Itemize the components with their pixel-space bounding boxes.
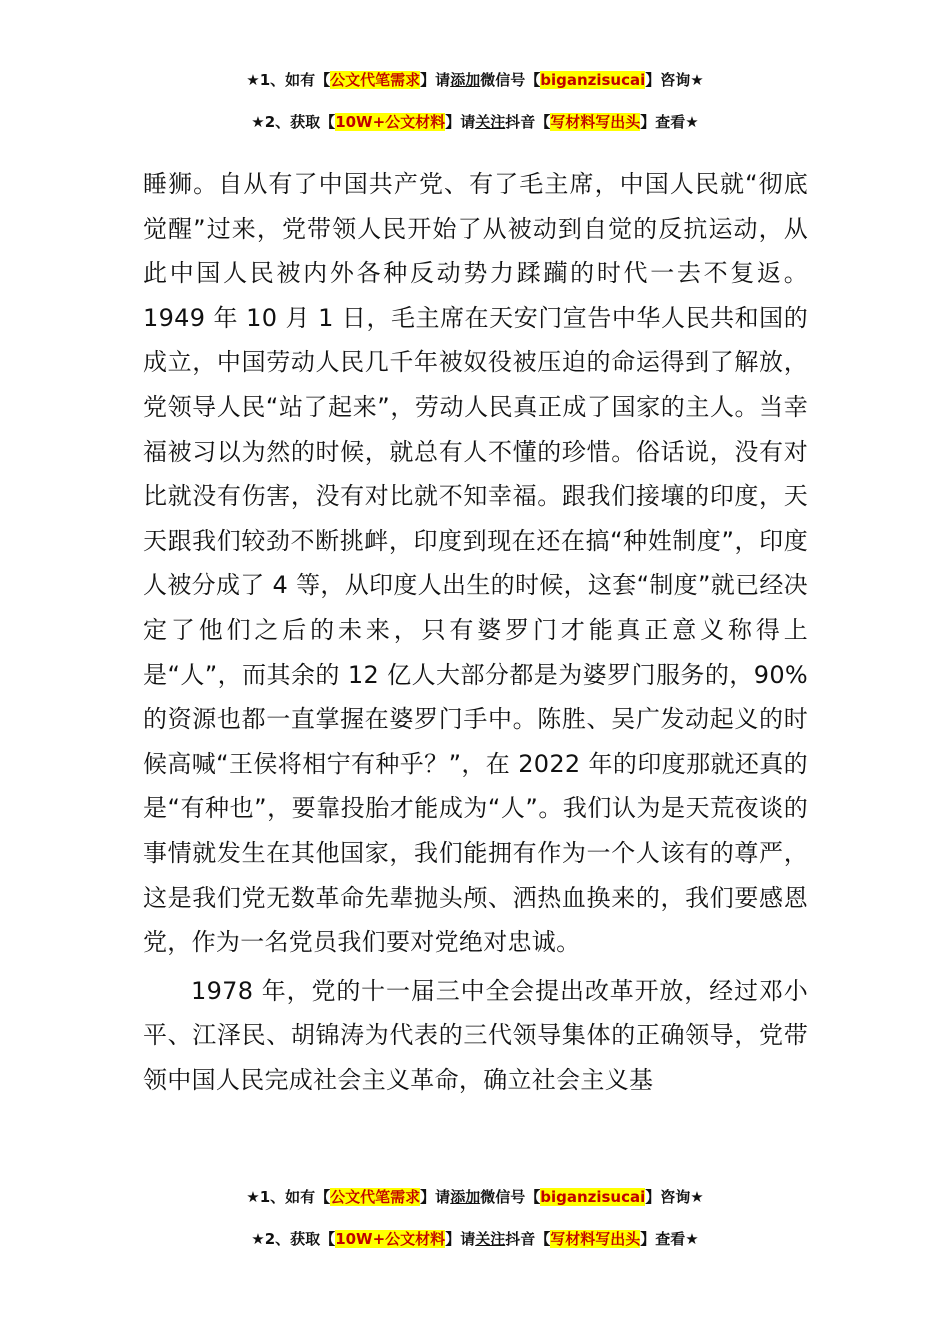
banner-underlined-text: 添加 xyxy=(450,1188,481,1206)
document-body xyxy=(143,162,808,1102)
banner-prefix: ★2、获取【 xyxy=(251,1230,336,1248)
banner-prefix: ★1、如有【 xyxy=(246,71,331,89)
banner-text: 微信号【 xyxy=(480,1188,541,1206)
banner-highlight-douyin: 写材料写出头 xyxy=(550,113,641,131)
banner-highlight-service: 公文代笔需求 xyxy=(330,71,421,89)
body-paragraph-2: 1978 年，党的十一届三中全会提出改革开放，经过邓小平、江泽民、胡锦涛为代表的三代领导集体的正确领导，党带领中国人民完成社会主义革命，确立社会主义基 xyxy=(143,976,808,1094)
banner-text: 微信号【 xyxy=(480,71,541,89)
banner-underlined-text: 添加 xyxy=(450,71,481,89)
banner-text: 抖音【 xyxy=(505,113,551,131)
body-paragraph-1: 睡狮。自从有了中国共产党、有了毛主席，中国人民就“彻底觉醒”过来，党带领人民开始了从被动到自觉的反抗运动，从此中国人民被内外各种反动势力蹂躏的时代一去不复返。1949 年 10 月 1 日，毛主席在天安门宣告中华人民共和国的成立，中国劳动人民几千年被奴役被压迫的命运得到了解放，党领导人民“站了起来”，劳动人民真正成了国家的主人。当幸福被习以为然的时候，就总有人不懂的珍惜。俗话说，没有对比就没有伤害，没有对比就不知幸福。跟我们接壤的印度，天天跟我们较劲不断挑衅，印度到现在还在搞“种姓制度”，印度人被分成了 4 等，从印度人出生的时候，这套“制度”就已经决定了他们之后的未来，只有婆罗门才能真正意义称得上是“人”，而其余的 12 亿人大部分都是为婆罗门服务的，90%的资源也都一直掌握在婆罗门手中。陈胜、吴广发动起义的时候高喊“王侯将相宁有种乎？”，在 2022 年的印度那就还真的是“有种也”，要靠投胎才能成为“人”。我们认为是天荒夜谈的事情就发生在其他国家，我们能拥有作为一个人该有的尊严，这是我们党无数革命先辈抛头颅、洒热血换来的，我们要感恩党，作为一名党员我们要对党绝对忠诚。 xyxy=(143,170,809,957)
banner-suffix: 】查看★ xyxy=(640,1230,699,1248)
banner-text: 】请 xyxy=(445,113,476,131)
banner-prefix: ★1、如有【 xyxy=(246,1188,331,1206)
banner-highlight-wechat-id: biganzisucai xyxy=(540,1188,646,1206)
banner-text: 】请 xyxy=(420,1188,451,1206)
banner-suffix: 】查看★ xyxy=(640,113,699,131)
banner-underlined-text: 关注 xyxy=(475,113,506,131)
header-banner-line-1 xyxy=(0,70,950,90)
banner-highlight-materials: 10W+公文材料 xyxy=(335,1230,446,1248)
banner-prefix: ★2、获取【 xyxy=(251,113,336,131)
footer-banner-line-1 xyxy=(0,1187,950,1207)
banner-underlined-text: 关注 xyxy=(475,1230,506,1248)
banner-suffix: 】咨询★ xyxy=(645,1188,704,1206)
banner-highlight-wechat-id: biganzisucai xyxy=(540,71,646,89)
header-banner-line-2 xyxy=(0,112,950,132)
banner-highlight-materials: 10W+公文材料 xyxy=(335,113,446,131)
banner-text: 抖音【 xyxy=(505,1230,551,1248)
banner-suffix: 】咨询★ xyxy=(645,71,704,89)
banner-highlight-service: 公文代笔需求 xyxy=(330,1188,421,1206)
banner-text: 】请 xyxy=(445,1230,476,1248)
banner-text: 】请 xyxy=(420,71,451,89)
footer-banner-line-2 xyxy=(0,1229,950,1249)
banner-highlight-douyin: 写材料写出头 xyxy=(550,1230,641,1248)
